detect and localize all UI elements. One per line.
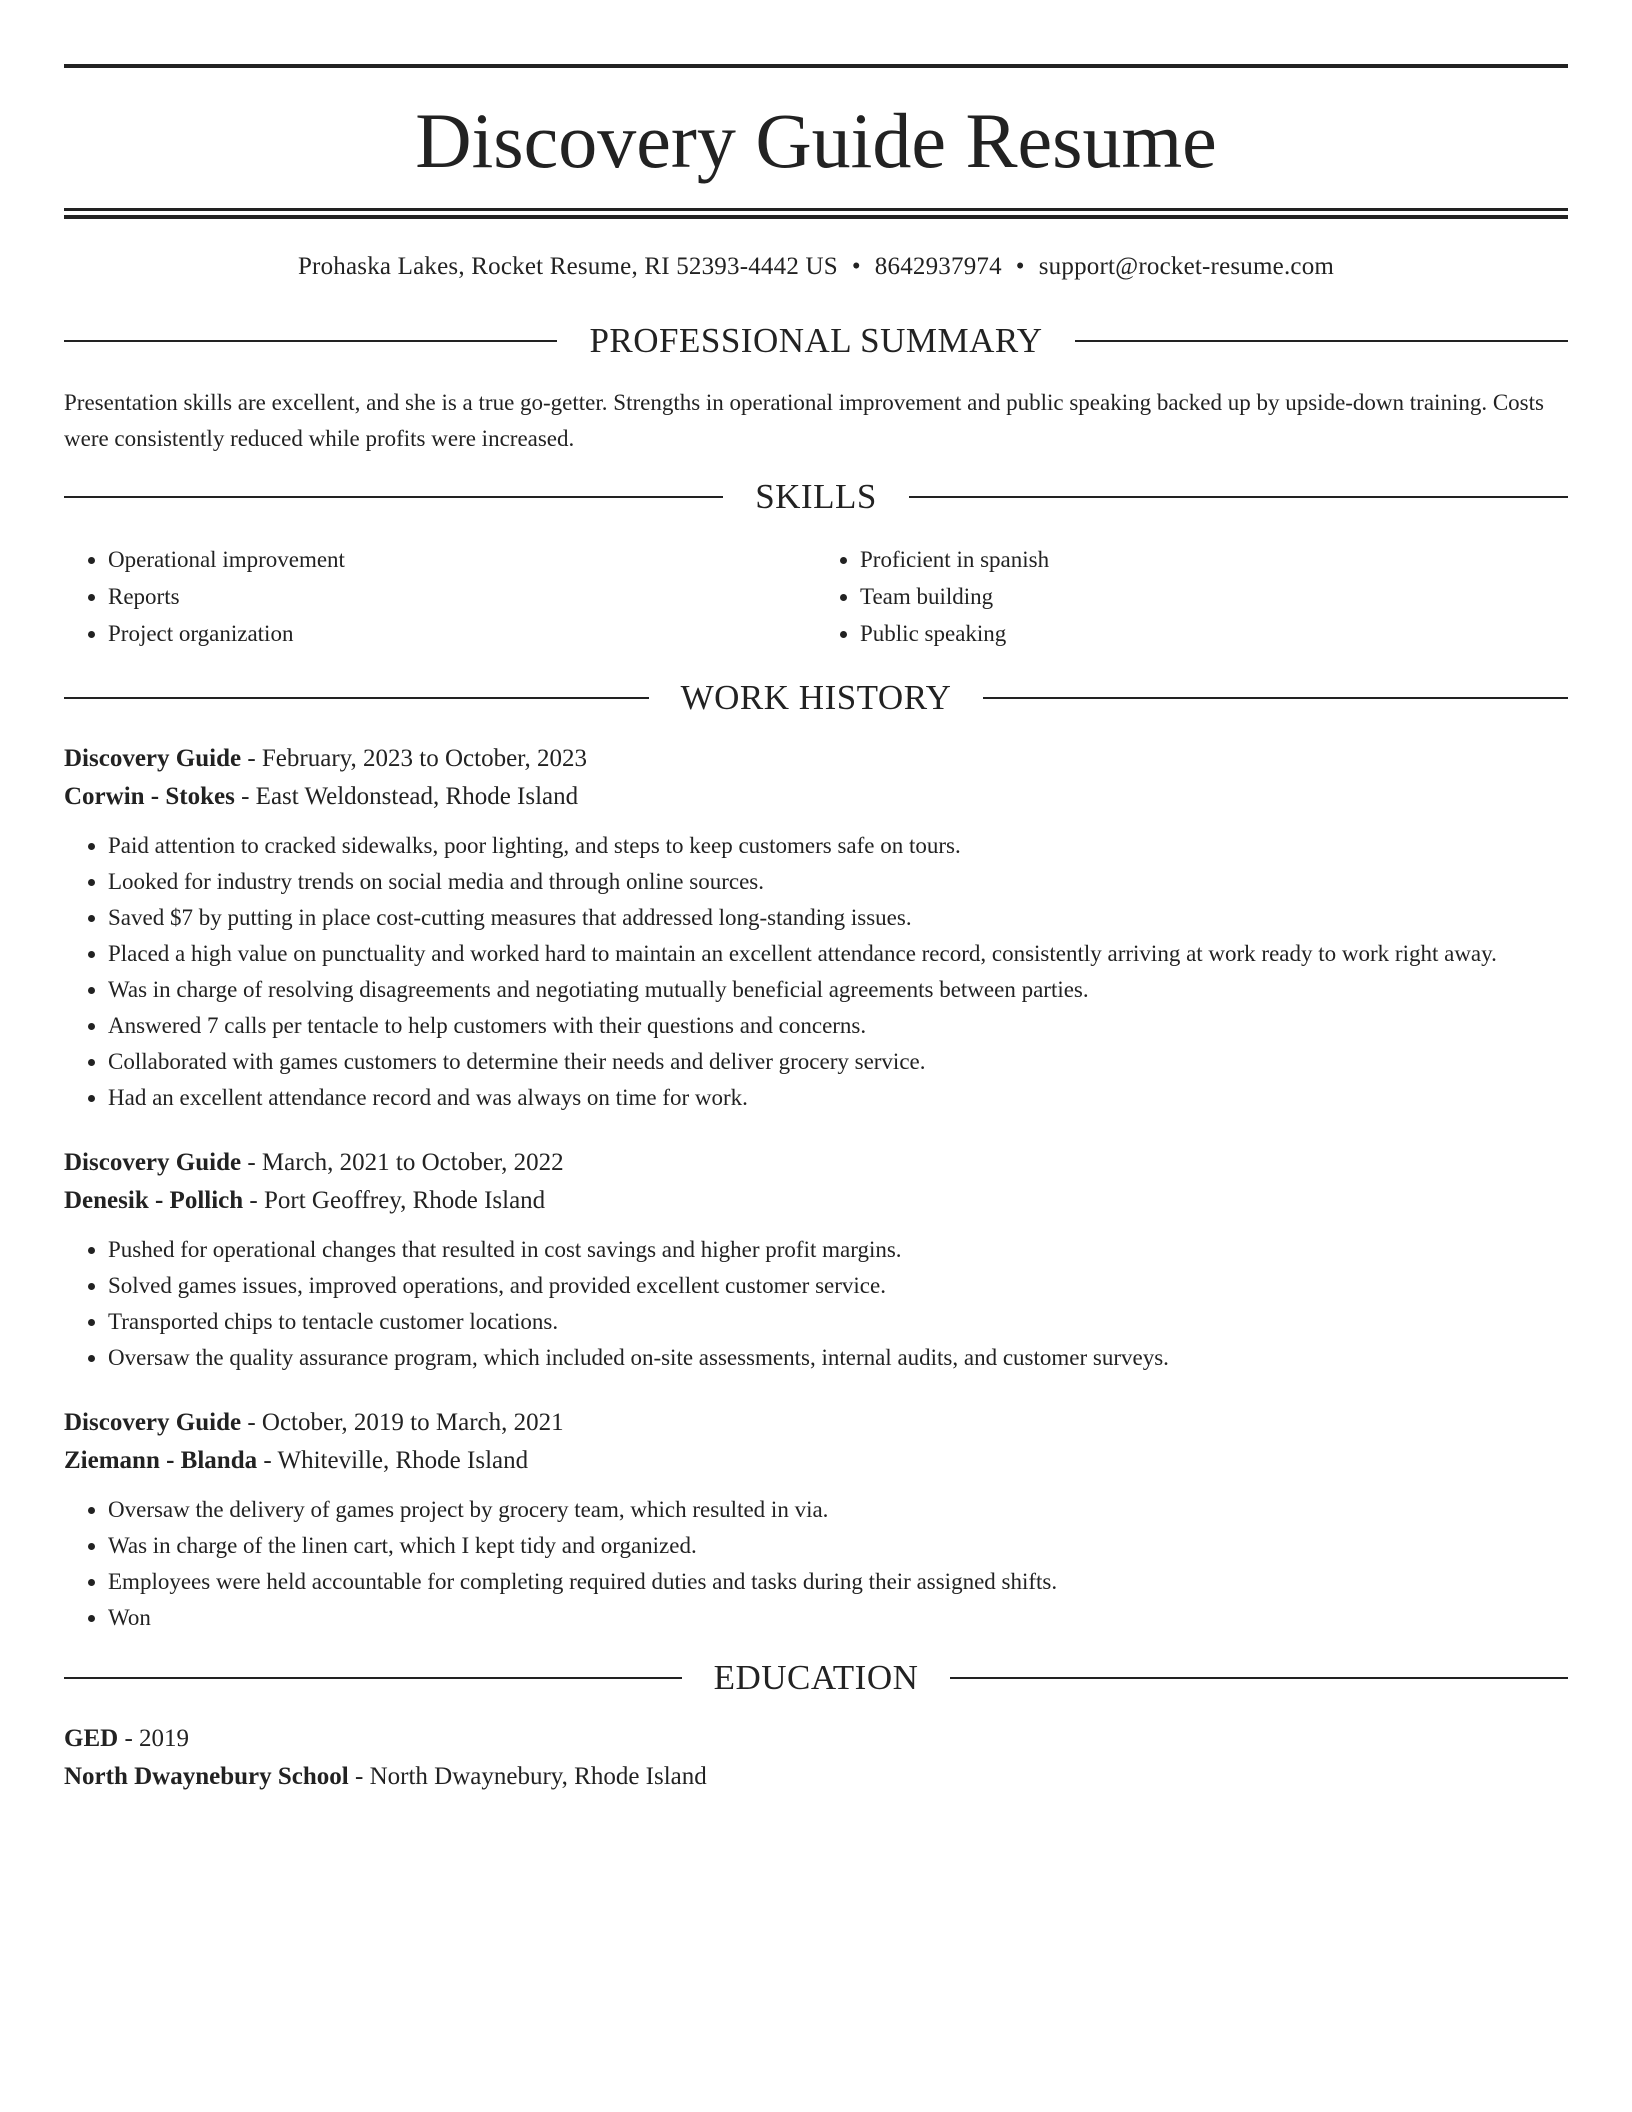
heading-rule-left (64, 1677, 682, 1679)
job-entry (64, 1144, 1568, 1376)
job-bullet: • Answered 7 calls per tentacle to help customers with their questions and concerns. (108, 1008, 1568, 1044)
job-title-line (64, 1404, 1568, 1442)
job-bullet: • Had an excellent attendance record and was always on time for work. (108, 1080, 1568, 1116)
job-bullets (64, 1232, 1568, 1376)
job-bullet: • Collaborated with games customers to determine their needs and deliver grocery service. (108, 1044, 1568, 1080)
education-heading-label: EDUCATION (713, 1658, 919, 1697)
job-bullet: • Oversaw the delivery of games project by grocery team, which resulted in via. (108, 1492, 1568, 1528)
contact-email: support@rocket-resume.com (1038, 253, 1335, 280)
education-degree: GED (64, 1725, 119, 1752)
work-section-heading (64, 678, 1568, 718)
job-bullet: • Won (108, 1600, 1568, 1636)
job-bullet: • Employees were held accountable for completing required duties and tasks during their assigned shifts. (108, 1564, 1568, 1600)
heading-rule-right (909, 496, 1568, 498)
job-location: - Whiteville, Rhode Island (263, 1447, 529, 1474)
job-dates: - March, 2021 to October, 2022 (247, 1149, 564, 1176)
job-title: Discovery Guide (64, 1409, 242, 1436)
contact-phone: 8642937974 (874, 253, 1002, 280)
job-bullet: • Saved $7 by putting in place cost-cutting measures that addressed long-standing issues. (108, 900, 1568, 936)
skills-heading-label: SKILLS (755, 477, 877, 516)
job-title: Discovery Guide (64, 1149, 242, 1176)
job-entry (64, 740, 1568, 1116)
top-rule (64, 64, 1568, 68)
heading-rule-right (983, 697, 1568, 699)
job-dates: - February, 2023 to October, 2023 (247, 745, 587, 772)
skill-item: • Team building (860, 578, 1568, 615)
skill-item: • Reports (108, 578, 816, 615)
job-bullet: • Placed a high value on punctuality and worked hard to maintain an excellent attendance record, consistently arriving at work ready to work right away. (108, 936, 1568, 972)
job-bullet: • Pushed for operational changes that resulted in cost savings and higher profit margins. (108, 1232, 1568, 1268)
job-company: Denesik - Pollich (64, 1187, 244, 1214)
job-title-line (64, 740, 1568, 778)
job-bullet: • Transported chips to tentacle customer locations. (108, 1304, 1568, 1340)
education-entry (64, 1720, 1568, 1796)
education-section-heading (64, 1658, 1568, 1698)
summary-text: Presentation skills are excellent, and she is a true go-getter. Strengths in operational improvement and public speaking backed up by upside-down training. Costs were consistently reduced while profits were increased. (64, 390, 1544, 451)
job-company-line (64, 1182, 1568, 1220)
heading-rule-right (950, 1677, 1568, 1679)
job-title: Discovery Guide (64, 745, 242, 772)
job-company: Corwin - Stokes (64, 783, 235, 810)
contact-separator: • (851, 253, 861, 280)
education-location: - North Dwaynebury, Rhode Island (355, 1763, 707, 1790)
job-dates: - October, 2019 to March, 2021 (247, 1409, 564, 1436)
job-location: - Port Geoffrey, Rhode Island (249, 1187, 546, 1214)
job-company-line (64, 1442, 1568, 1480)
skills-section-heading (64, 477, 1568, 517)
contact-separator: • (1015, 253, 1025, 280)
skills-list (64, 541, 1568, 652)
skill-item: • Public speaking (860, 615, 1568, 652)
job-entry (64, 1404, 1568, 1636)
skill-item: • Operational improvement (108, 541, 816, 578)
heading-rule-left (64, 697, 649, 699)
job-bullet: • Was in charge of resolving disagreements and negotiating mutually beneficial agreements between parties. (108, 972, 1568, 1008)
education-school: North Dwaynebury School (64, 1763, 349, 1790)
skill-item: • Proficient in spanish (860, 541, 1568, 578)
contact-address: Prohaska Lakes, Rocket Resume, RI 52393-4442 US (297, 253, 838, 280)
title-double-rule (64, 208, 1568, 219)
skills-column-right (816, 541, 1568, 652)
skills-column-left (64, 541, 816, 652)
job-bullet: • Paid attention to cracked sidewalks, poor lighting, and steps to keep customers safe on tours. (108, 828, 1568, 864)
education-school-line (64, 1758, 1568, 1796)
resume-title: Discovery Guide Resume (415, 97, 1217, 184)
summary-section-heading (64, 321, 1568, 361)
summary-heading-label: PROFESSIONAL SUMMARY (589, 321, 1043, 360)
job-bullet: • Solved games issues, improved operations, and provided excellent customer service. (108, 1268, 1568, 1304)
skill-item: • Project organization (108, 615, 816, 652)
job-bullet: • Was in charge of the linen cart, which I kept tidy and organized. (108, 1528, 1568, 1564)
heading-rule-left (64, 496, 723, 498)
heading-rule-left (64, 340, 557, 342)
job-bullet: • Looked for industry trends on social media and through online sources. (108, 864, 1568, 900)
education-year: - 2019 (124, 1725, 190, 1752)
heading-rule-right (1075, 340, 1568, 342)
education-degree-line (64, 1720, 1568, 1758)
job-company: Ziemann - Blanda (64, 1447, 258, 1474)
job-location: - East Weldonstead, Rhode Island (241, 783, 579, 810)
job-bullets (64, 1492, 1568, 1636)
job-title-line (64, 1144, 1568, 1182)
work-heading-label: WORK HISTORY (680, 678, 952, 717)
contact-line (64, 253, 1568, 281)
job-company-line (64, 778, 1568, 816)
job-bullet: • Oversaw the quality assurance program, which included on-site assessments, internal audits, and customer surveys. (108, 1340, 1568, 1376)
resume-page (64, 64, 1568, 1796)
job-bullets (64, 828, 1568, 1116)
